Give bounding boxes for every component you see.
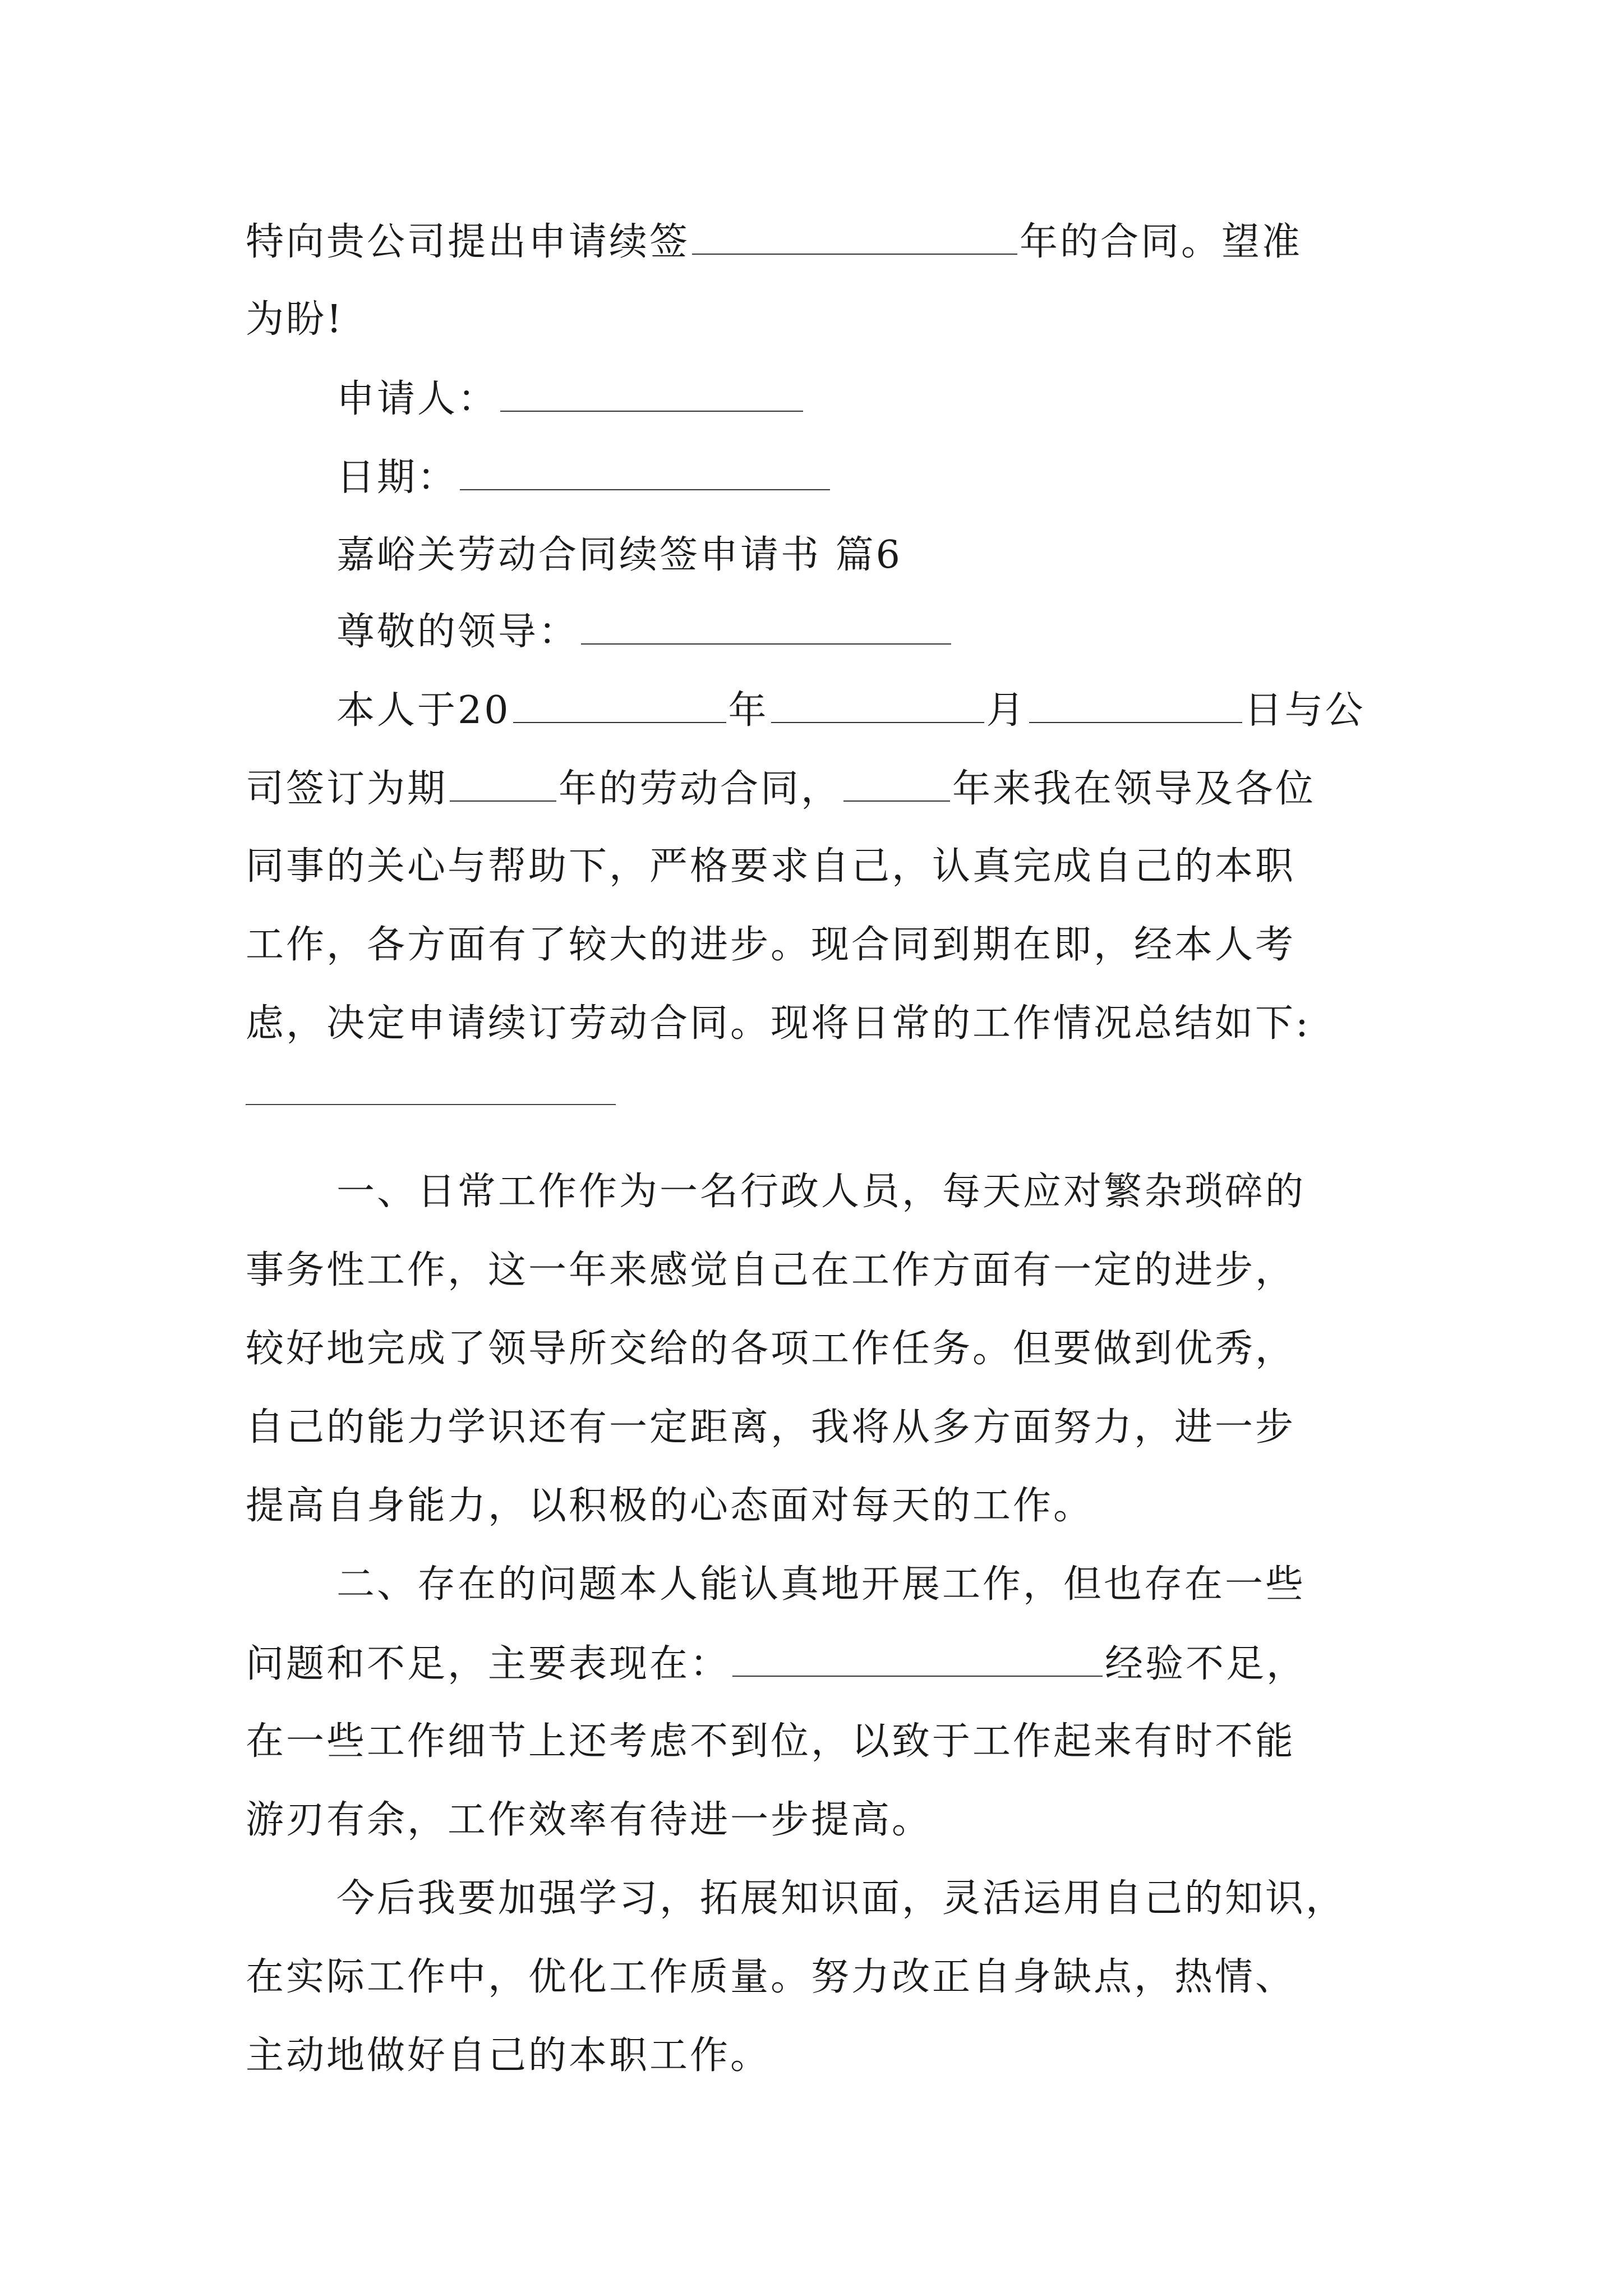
- paragraph-line: 工作，各方面有了较大的进步。现合同到期在即，经本人考: [246, 923, 1296, 967]
- paragraph-line: 自己的能力学识还有一定距离，我将从多方面努力，进一步: [246, 1405, 1296, 1450]
- paragraph-line: 同事的关心与帮助下，严格要求自己，认真完成自己的本职: [246, 844, 1296, 889]
- text-segment: 年来我在领导及各位: [952, 767, 1316, 811]
- paragraph-line: 较好地完成了领导所交给的各项工作任务。但要做到优秀，: [246, 1327, 1296, 1371]
- text-segment: 月: [986, 688, 1027, 733]
- paragraph-line: 主动地做好自己的本职工作。: [246, 2033, 771, 2078]
- text-segment: 经验不足，: [1105, 1642, 1307, 1686]
- text-segment: 年: [728, 688, 769, 733]
- paragraph-line: 游刃有余，工作效率有待进一步提高。: [246, 1798, 933, 1842]
- paragraph-line: 今后我要加强学习，拓展知识面，灵活运用自己的知识，: [336, 1876, 1347, 1921]
- text-segment: 年的合同。望准: [1020, 220, 1303, 264]
- paragraph-line: 虑，决定申请续订劳动合同。现将日常的工作情况总结如下:: [246, 1001, 1311, 1046]
- fill-in-blank: [732, 1641, 1103, 1677]
- separator-line: [246, 1104, 616, 1105]
- date-line: [336, 454, 832, 500]
- paragraph-line: [246, 766, 1316, 812]
- paragraph-line: 提高自身能力，以积极的心态面对每天的工作。: [246, 1484, 1094, 1528]
- paragraph-line: 在一些工作细节上还考虑不到位，以致于工作起来有时不能: [246, 1719, 1296, 1764]
- text-segment: 本人于20: [336, 688, 511, 733]
- paragraph-line: 事务性工作，这一年来感觉自己在工作方面有一定的进步，: [246, 1248, 1296, 1292]
- year-blank: [513, 687, 726, 723]
- month-blank: [771, 687, 984, 723]
- text-segment: 特向贵公司提出申请续签: [246, 220, 690, 264]
- paragraph-line: [246, 219, 1302, 265]
- paragraph-line: 在实际工作中，优化工作质量。努力改正自身缺点，热情、: [246, 1955, 1296, 1999]
- date-blank: [460, 454, 830, 490]
- paragraph-line: 一、日常工作作为一名行政人员，每天应对繁杂琐碎的: [336, 1170, 1306, 1214]
- paragraph-line: 二、存在的问题本人能认真地开展工作，但也存在一些: [336, 1562, 1306, 1607]
- applicant-line: [336, 376, 805, 422]
- text-segment: 问题和不足，主要表现在：: [246, 1642, 731, 1686]
- salutation-line: [336, 609, 953, 655]
- salutation-blank: [581, 609, 951, 645]
- applicant-label: 申请人：: [336, 377, 499, 421]
- salutation: 尊敬的领导：: [336, 610, 579, 654]
- text-segment: 年的劳动合同，: [559, 767, 842, 811]
- term-blank: [450, 766, 556, 802]
- section-title: 嘉峪关劳动合同续签申请书 篇6: [336, 533, 902, 577]
- fill-in-blank: [692, 219, 1017, 255]
- applicant-blank: [500, 376, 803, 412]
- day-blank: [1029, 687, 1242, 723]
- text-segment: 司签订为期: [246, 767, 448, 811]
- date-label: 日期：: [336, 455, 458, 500]
- paragraph-line: 为盼!: [246, 297, 344, 342]
- paragraph-line: [336, 687, 1366, 733]
- years-blank: [843, 766, 950, 802]
- paragraph-line: [246, 1641, 1307, 1687]
- text-segment: 日与公: [1244, 688, 1366, 733]
